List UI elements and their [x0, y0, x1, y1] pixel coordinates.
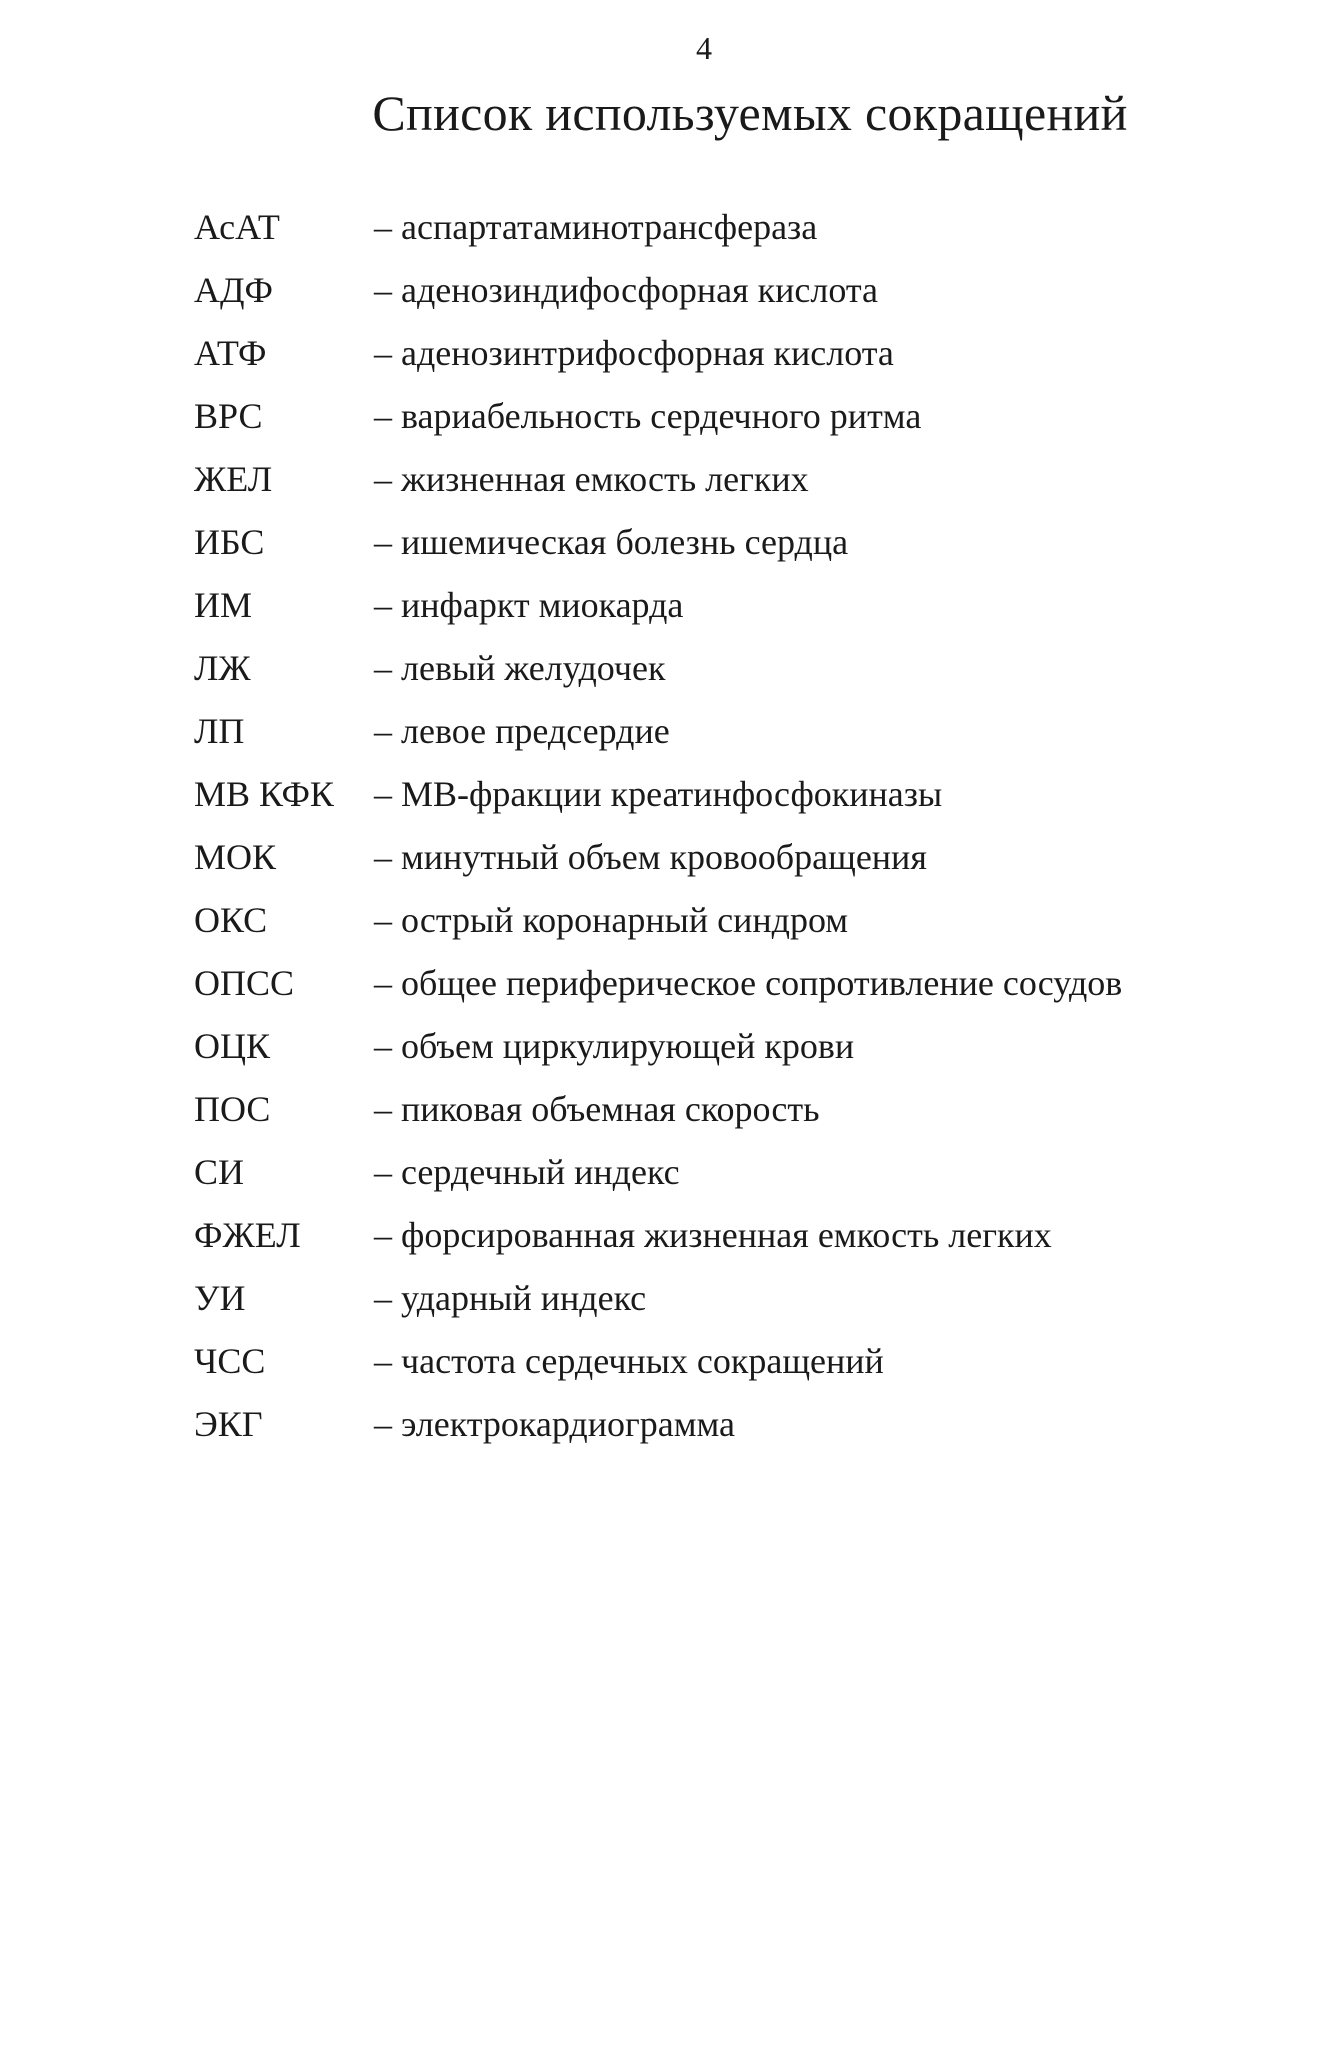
abbreviation-row	[194, 1266, 1294, 1329]
abbreviation-term: АсАТ	[194, 206, 280, 247]
abbreviation-term: ЛЖ	[194, 647, 251, 688]
abbreviation-term: АТФ	[194, 332, 267, 373]
abbreviation-term: ЧСС	[194, 1340, 266, 1381]
abbreviation-definition: – пиковая объемная скорость	[374, 1088, 820, 1129]
abbreviation-definition: – инфаркт миокарда	[374, 584, 684, 625]
abbreviation-definition: – ударный индекс	[374, 1277, 647, 1318]
abbreviation-row	[194, 1392, 1294, 1455]
abbreviation-row	[194, 636, 1294, 699]
abbreviation-definition: – вариабельность сердечного ритма	[374, 395, 922, 436]
abbreviation-definition: – левый желудочек	[374, 647, 666, 688]
abbreviation-row	[194, 762, 1294, 825]
abbreviation-row	[194, 1140, 1294, 1203]
abbreviation-term: ПОС	[194, 1088, 271, 1129]
abbreviation-term: АДФ	[194, 269, 273, 310]
abbreviation-definition: – аденозинтрифосфорная кислота	[374, 332, 894, 373]
abbreviation-term: ЖЕЛ	[194, 458, 273, 499]
abbreviation-row	[194, 195, 1294, 258]
abbreviation-list	[194, 195, 1294, 1455]
abbreviation-definition: – объем циркулирующей крови	[374, 1025, 855, 1066]
abbreviation-row	[194, 1077, 1294, 1140]
abbreviation-term: ИБС	[194, 521, 265, 562]
abbreviation-definition: – сердечный индекс	[374, 1151, 680, 1192]
abbreviation-row	[194, 888, 1294, 951]
abbreviation-term: МВ КФК	[194, 773, 334, 814]
abbreviation-definition: – жизненная емкость легких	[374, 458, 809, 499]
abbreviation-row	[194, 447, 1294, 510]
abbreviation-term: ЛП	[194, 710, 245, 751]
abbreviation-term: ОЦК	[194, 1025, 271, 1066]
abbreviation-definition: – аденозиндифосфорная кислота	[374, 269, 879, 310]
page-title: Список используемых сокращений	[372, 85, 1128, 141]
abbreviation-term: ОКС	[194, 899, 268, 940]
abbreviation-row	[194, 699, 1294, 762]
abbreviation-definition: – МВ-фракции креатинфосфокиназы	[374, 773, 943, 814]
abbreviation-term: МОК	[194, 836, 277, 877]
page-number: 4	[696, 30, 712, 66]
abbreviation-row	[194, 825, 1294, 888]
abbreviation-definition: – левое предсердие	[374, 710, 670, 751]
abbreviation-definition: – общее периферическое сопротивление сосудов	[374, 962, 1123, 1003]
abbreviation-term: ВРС	[194, 395, 263, 436]
abbreviation-definition: – острый коронарный синдром	[374, 899, 849, 940]
abbreviation-definition: – форсированная жизненная емкость легких	[374, 1214, 1052, 1255]
abbreviation-row	[194, 384, 1294, 447]
abbreviation-term: ОПСС	[194, 962, 295, 1003]
abbreviation-row	[194, 1014, 1294, 1077]
abbreviation-row	[194, 951, 1294, 1014]
abbreviation-term: ЭКГ	[194, 1403, 263, 1444]
abbreviation-definition: – минутный объем кровообращения	[374, 836, 927, 877]
abbreviation-term: ФЖЕЛ	[194, 1214, 301, 1255]
abbreviation-row	[194, 573, 1294, 636]
abbreviation-definition: – аспартатаминотрансфераза	[374, 206, 818, 247]
abbreviation-term: УИ	[194, 1277, 246, 1318]
abbreviation-definition: – электрокардиограмма	[374, 1403, 736, 1444]
abbreviation-row	[194, 510, 1294, 573]
abbreviation-term: ИМ	[194, 584, 253, 625]
abbreviation-term: СИ	[194, 1151, 245, 1192]
abbreviation-row	[194, 1203, 1294, 1266]
abbreviation-definition: – частота сердечных сокращений	[374, 1340, 884, 1381]
abbreviation-row	[194, 1329, 1294, 1392]
abbreviation-definition: – ишемическая болезнь сердца	[374, 521, 849, 562]
abbreviation-row	[194, 321, 1294, 384]
abbreviation-row	[194, 258, 1294, 321]
